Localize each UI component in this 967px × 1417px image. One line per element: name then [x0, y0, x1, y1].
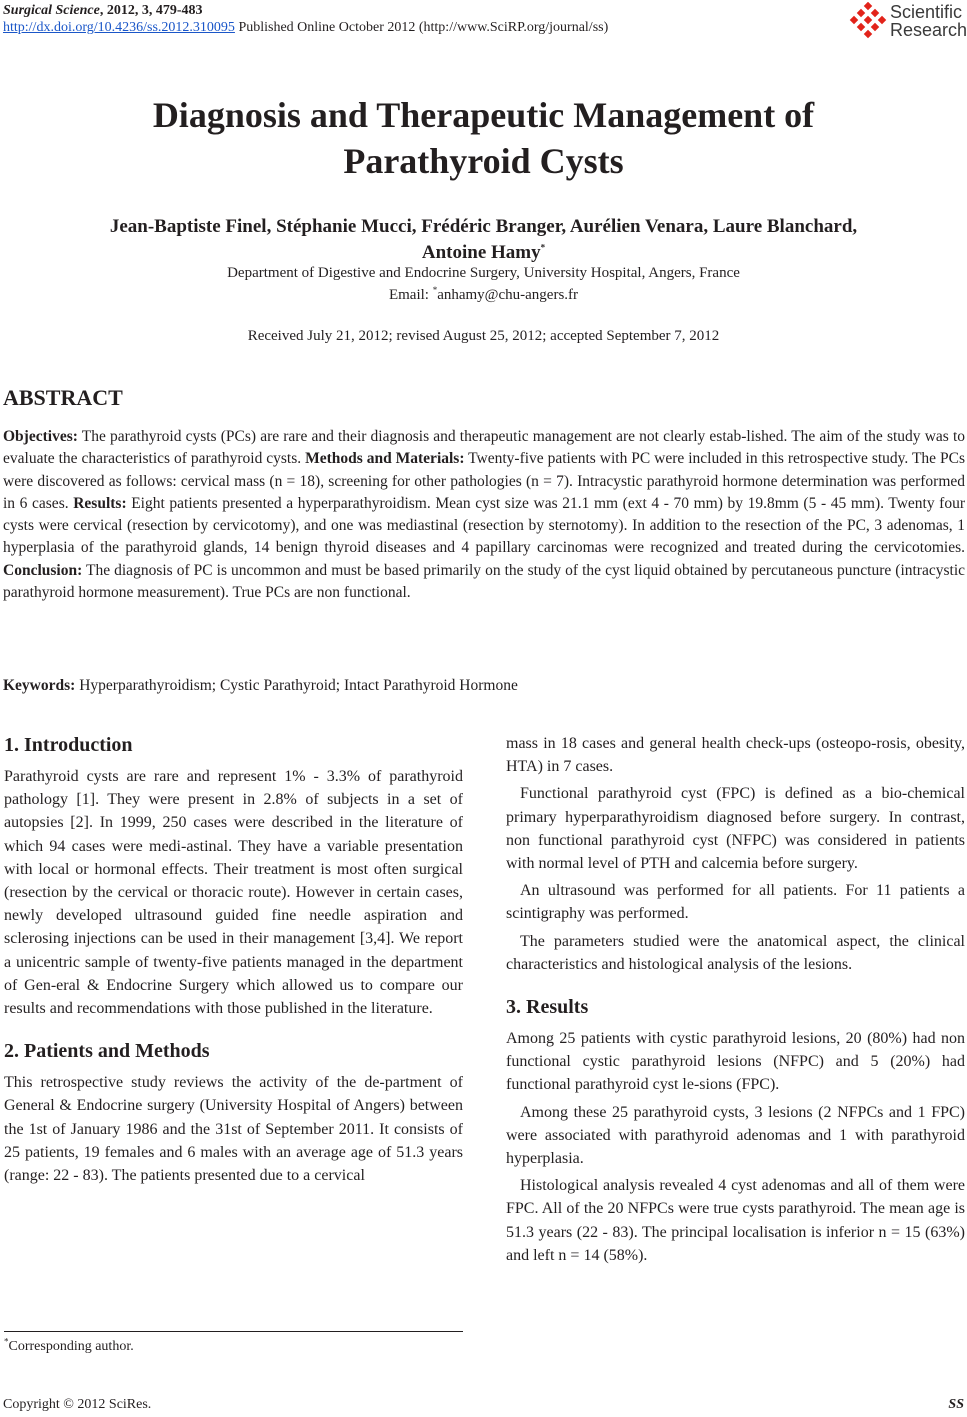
email-line	[0, 287, 967, 304]
publisher-logo	[848, 2, 966, 42]
section-3-paragraph-2: Among these 25 parathyroid cysts, 3 lesions (2 NFPCs and 1 FPC) were associated with parathyroid adenomas and 1 with parathyroid hyperplasia.	[506, 1103, 965, 1168]
methods-label: Methods and Materials:	[305, 450, 465, 468]
copyright-notice: Copyright © 2012 SciRes.	[3, 1397, 152, 1412]
journal-citation	[3, 3, 203, 19]
section-3-heading: 3. Results	[506, 996, 589, 1019]
abstract-heading: ABSTRACT	[3, 385, 123, 410]
section-1-heading: 1. Introduction	[4, 734, 133, 756]
footnote-mark: *	[4, 1336, 9, 1347]
published-info: Published Online October 2012 (http://www.SciRP.org/journal/ss)	[234, 20, 609, 35]
email-address[interactable]: anhamy@chu-angers.fr	[437, 287, 579, 303]
title-line-2: Parathyroid Cysts	[343, 141, 624, 181]
footnote-text: Corresponding author.	[8, 1339, 134, 1354]
paper-title	[0, 92, 967, 184]
left-column	[4, 732, 463, 1187]
authors-line-1: Jean-Baptiste Finel, Stéphanie Mucci, Frédéric Branger, Aurélien Venara, Laure Blanchard,	[109, 216, 858, 237]
section-2-paragraph-4: The parameters studied were the anatomical aspect, the clinical characteristics and histological analysis of the lesions.	[506, 932, 965, 973]
results-text: Eight patients presented a hyperparathyroidism. Mean cyst size was 21.1 mm (ext 4 - 70 mm) by 19.8mm (5 - 45 mm). Twenty four cysts were cervical (resection by cervicotomy), and one was mediastinal (resection by sternotomy). In addition to the resection of the PC, 3 adenomas, 1 hyperplasia of the parathyroid glands, 14 benign thyroid diseases and 4 papillary carcinomas were recognized and treated during the cervicotomies.	[3, 494, 965, 557]
received-dates: Received July 21, 2012; revised August 25, 2012; accepted September 7, 2012	[247, 328, 720, 344]
section-2-paragraph-2: Functional parathyroid cyst (FPC) is defined as a bio-chemical primary hyperparathyroidism diagnosed before surgery. In contrast, non functional parathyroid cyst (NFPC) was considered in patients with normal level of PTH and calcemia before surgery.	[506, 785, 965, 873]
section-3-paragraph-1: Among 25 patients with cystic parathyroid lesions, 20 (80%) had non functional cystic parathyroid lesions (NFPC) and 5 (20%) had functional parathyroid cyst le-sions (FPC).	[506, 1030, 965, 1094]
logo-line-research: Research	[890, 20, 967, 40]
logo-line-scientific: Scientific	[890, 2, 963, 22]
email-mark: *	[432, 285, 438, 295]
methods-text: Twenty-five patients with PC were included in this retrospective study. The PCs were discovered as follows: cervical mass (n = 18), screening for other pathologies (n = 7). Intracystic parathyroid hormone determination was performed in 6 cases.	[3, 450, 965, 512]
abstract-body	[3, 426, 965, 604]
section-3-paragraph-3: Histological analysis revealed 4 cyst adenomas and all of them were FPC. All of the 20 NFPCs were true cysts parathyroid. The mean age is 51.3 years (22 - 83). The principal localisation is inferior n = 15 (63%) and left n = 14 (58%).	[506, 1177, 965, 1264]
footnote	[4, 1336, 134, 1355]
objectives-label: Objectives:	[3, 428, 78, 445]
right-column	[506, 732, 965, 1267]
authors	[20, 214, 947, 266]
title-line-1: Diagnosis and Therapeutic Management of	[152, 95, 815, 135]
section-1-paragraph-1: Parathyroid cysts are rare and represent 1% - 3.3% of parathyroid pathology [1]. They were present in 2.8% of subjects in a set of autopsies [2]. In 1999, 250 cases were described in the literature of which 94 cases were medi-astinal. They have a variable presentation with local or hormonal effects. Their treatment is most often surgical (resection by the cervical or thoracic route). However in certain cases, newly developed ultrasound guided fine needle aspiration and sclerosing injections can be used in their management [3,4]. We report a unicentric sample of twenty-five patients managed in the department of Gen-eral & Endocrine Surgery which allowed us to compare our results and recommendations with those published in the literature.	[4, 768, 463, 1018]
objectives-text: The parathyroid cysts (PCs) are rare and their diagnosis and therapeutic management are not clearly estab-lished. The aim of the study was to evaluate the characteristics of parathyroid cysts.	[3, 428, 965, 468]
section-2-paragraph-1-cont: mass in 18 cases and general health check-ups (osteopo-rosis, obesity, HTA) in 7 cases.	[506, 735, 965, 776]
results-label: Results:	[73, 494, 127, 512]
doi-link[interactable]: http://dx.doi.org/10.4236/ss.2012.310095	[3, 20, 235, 35]
conclusion-label: Conclusion:	[3, 561, 83, 579]
section-2-paragraph-3: An ultrasound was performed for all patients. For 11 patients a scintigraphy was performed.	[506, 882, 965, 923]
doi-line	[3, 20, 608, 36]
corresponding-mark: *	[540, 242, 546, 253]
volume-pages: , 2012, 3, 479-483	[99, 3, 203, 18]
keywords-text: Hyperparathyroidism; Cystic Parathyroid; Intact Parathyroid Hormone	[75, 677, 518, 694]
authors-line-2: Antoine Hamy	[421, 242, 541, 263]
conclusion-text: The diagnosis of PC is uncommon and must be based primarily on the study of the cyst liquid obtained by percutaneous puncture (intracystic parathyroid hormone measurement). True PCs are non functional.	[3, 561, 965, 602]
section-2-paragraph-1: This retrospective study reviews the activity of the de-partment of General & Endocrine surgery (University Hospital of Angers) between the 1st of January 1986 and the 31st of September 2011. It consists of 25 patients, 19 females and 6 males with an average age of 51.3 years (range: 22 - 83). The patients presented due to a cervical	[4, 1074, 463, 1185]
diamond-dots-icon	[848, 2, 888, 42]
keywords	[3, 677, 518, 695]
footnote-divider	[4, 1331, 463, 1332]
section-2-heading: 2. Patients and Methods	[4, 1040, 210, 1063]
email-label: Email:	[388, 287, 433, 303]
journal-abbreviation: SS	[948, 1397, 964, 1412]
affiliation: Department of Digestive and Endocrine Surgery, University Hospital, Angers, France	[227, 265, 740, 281]
keywords-label: Keywords:	[3, 677, 76, 694]
journal-name: Surgical Science	[3, 3, 100, 18]
